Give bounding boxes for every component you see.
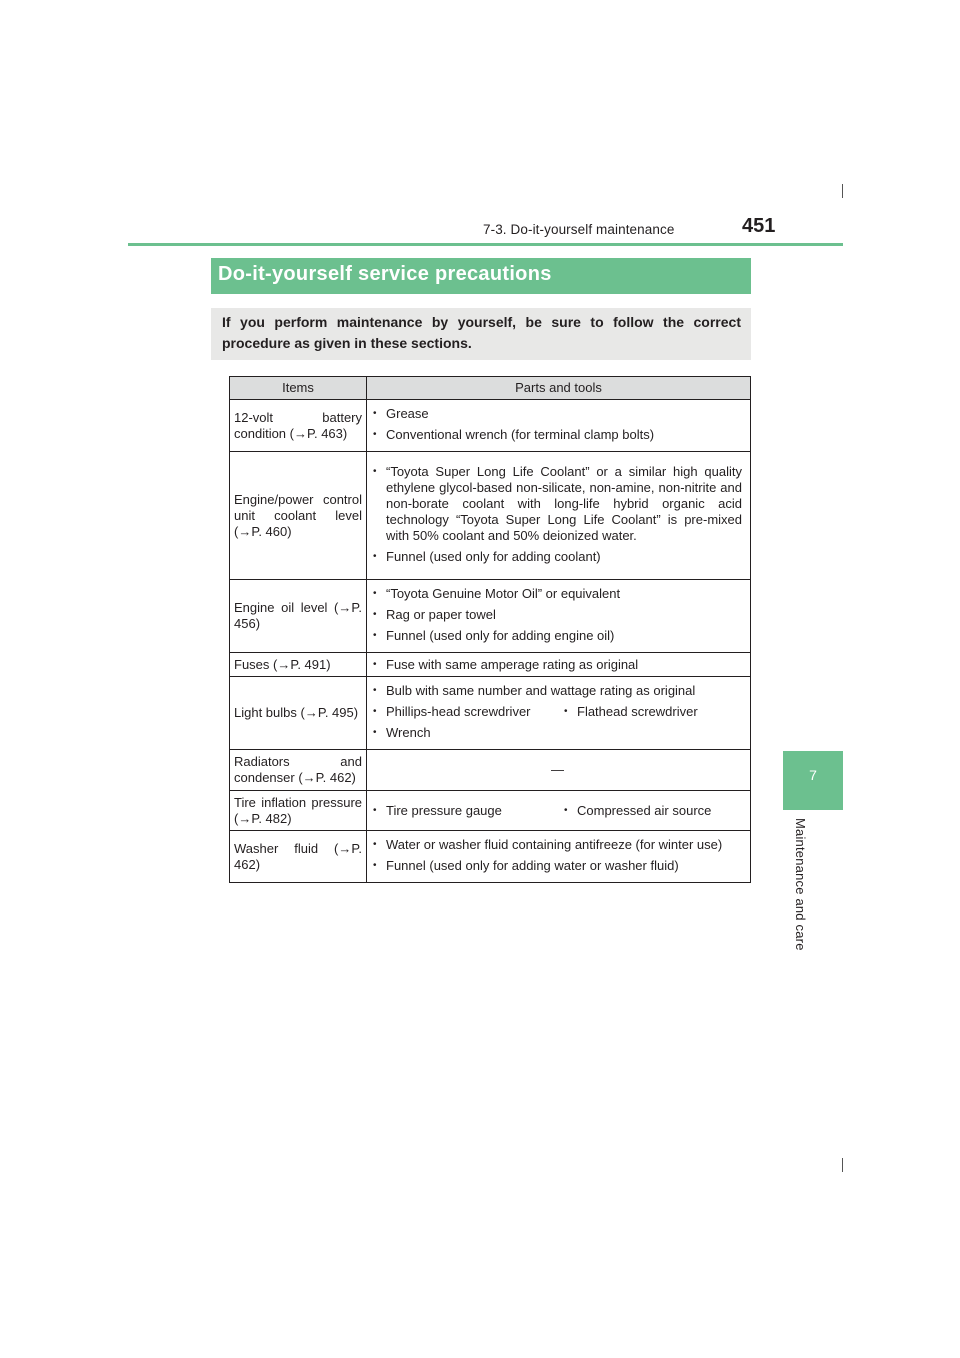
no-parts-dash: —: [551, 762, 564, 777]
bullet-item: • “Toyota Genuine Motor Oil” or equivalent: [373, 586, 621, 601]
intro-text: If you perform maintenance by yourself, be sure to follow the correct procedure as given in these sections.: [211, 308, 751, 360]
item-cell: [230, 831, 367, 883]
bullet-item: • “Toyota Super Long Life Coolant” or a similar high quality ethylene glycol-based non-silicate, non-amine, non-nitrite and non-borate coolant with long-life hybrid organic acid technology “Toyota Super Long Life Coolant” is pre-mixed with 50% coolant and 50% deionized water.: [373, 464, 742, 543]
chapter-tab[interactable]: [783, 751, 843, 810]
parts-tools-table: [229, 376, 751, 883]
item-text: 12-volt battery condition (→P. 463): [234, 409, 362, 441]
bullet-item: • Grease: [373, 406, 429, 421]
bullet-pair: • Phillips-head screwdriver • Flathead screwdriver: [373, 704, 698, 719]
bullet-item: • Wrench: [373, 725, 431, 740]
header-items: Items: [230, 377, 367, 400]
item-cell: [230, 677, 367, 750]
bullet-item: • Water or washer fluid containing antifreeze (for winter use): [373, 837, 723, 852]
bullet-item: • Fuse with same amperage rating as original: [373, 656, 639, 672]
header-rule: [128, 243, 843, 246]
item-text: Light bulbs (→P. 495): [234, 705, 359, 720]
parts-cell: [367, 791, 751, 831]
item-cell: [230, 580, 367, 653]
table-row: [230, 791, 751, 831]
item-cell: [230, 452, 367, 580]
item-cell: [230, 400, 367, 452]
item-text: Radiators and condenser (→P. 462): [234, 754, 362, 785]
bullet-item: • Conventional wrench (for terminal clamp bolts): [373, 427, 655, 442]
chapter-label: Maintenance and care: [793, 818, 808, 951]
crop-mark-bottom: [842, 1158, 843, 1172]
parts-cell: [367, 831, 751, 883]
parts-cell: [367, 750, 751, 791]
item-text: Fuses (→P. 491): [234, 656, 331, 672]
item-text: Tire inflation pressure (→P. 482): [234, 794, 362, 826]
item-text: Washer fluid (→P. 462): [234, 840, 362, 872]
bullet-item: • Rag or paper towel: [373, 607, 496, 622]
bullet-item: • Bulb with same number and wattage rating as original: [373, 683, 696, 698]
bullet-item: • Funnel (used only for adding water or washer fluid): [373, 858, 679, 873]
page-title: Do-it-yourself service precautions: [211, 258, 751, 294]
crop-mark-top: [842, 184, 843, 198]
header-parts-tools: Parts and tools: [367, 377, 751, 400]
item-text: Engine oil level (→P. 456): [234, 600, 362, 631]
bullet-pair: • Tire pressure gauge • Compressed air source: [373, 802, 712, 818]
bullet-item: • Funnel (used only for adding engine oil): [373, 628, 615, 643]
table-row: [230, 400, 751, 452]
bullet-item: • Funnel (used only for adding coolant): [373, 549, 601, 564]
chapter-number: 7: [809, 767, 817, 783]
item-text: Engine/power control unit coolant level (→P. 460): [234, 491, 362, 539]
table-row: [230, 580, 751, 653]
table-row: [230, 677, 751, 750]
section-name: 7-3. Do-it-yourself maintenance: [483, 222, 675, 237]
parts-cell: [367, 653, 751, 677]
table-header-row: [230, 377, 751, 400]
table-row: [230, 452, 751, 580]
item-cell: [230, 653, 367, 677]
item-cell: [230, 750, 367, 791]
table-row: [230, 653, 751, 677]
parts-cell: [367, 400, 751, 452]
page-number: 451: [742, 215, 776, 237]
parts-cell: [367, 677, 751, 750]
parts-cell: [367, 580, 751, 653]
item-cell: [230, 791, 367, 831]
table-row: [230, 750, 751, 791]
parts-cell: [367, 452, 751, 580]
table-row: [230, 831, 751, 883]
